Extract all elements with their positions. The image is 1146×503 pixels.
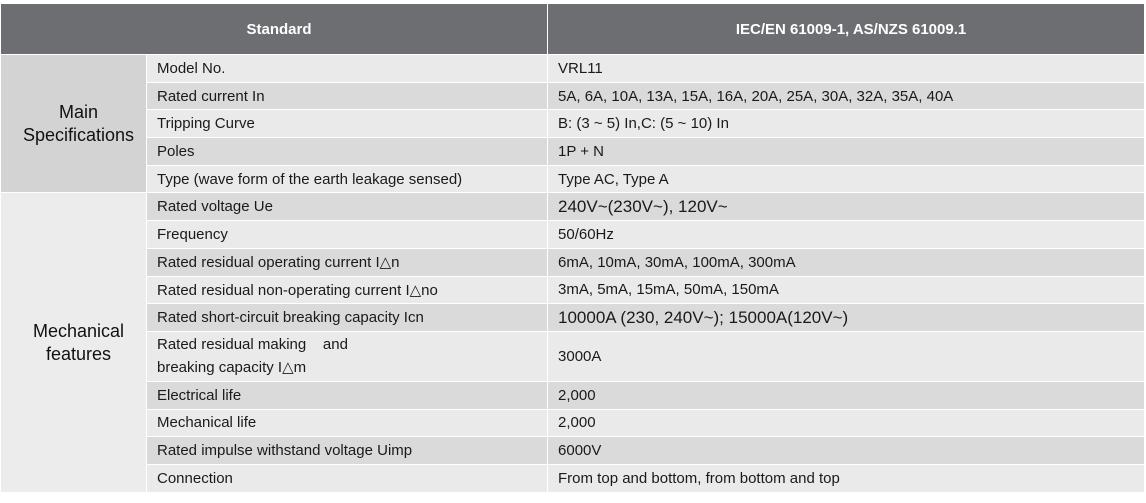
table-row [1,409,1145,437]
table-row [1,55,1145,83]
specification-table [0,3,1145,493]
table-row [1,381,1145,409]
table-row [1,276,1145,304]
row-label: Rated voltage Ue [147,193,548,221]
group-mechanical-line2: features [45,343,112,364]
table-row [1,248,1145,276]
table-row [1,110,1145,138]
row-label: Poles [147,138,548,166]
table-row [1,437,1145,465]
row-label: Frequency [147,221,548,249]
row-value: 6000V [548,437,1145,465]
row-value: 10000A (230, 240V~); 15000A(120V~) [548,304,1145,332]
row-label: Rated short-circuit breaking capacity Icn [147,304,548,332]
table-row [1,464,1145,492]
row-value: VRL11 [548,55,1145,83]
row-value: 6mA, 10mA, 30mA, 100mA, 300mA [548,248,1145,276]
row-label: Rated residual operating current I△n [147,248,548,276]
row-value: B: (3 ~ 5) In,C: (5 ~ 10) In [548,110,1145,138]
row-label-line2: breaking capacity I△m [157,359,307,377]
row-value: 240V~(230V~), 120V~ [548,193,1145,221]
row-label: Rated impulse withstand voltage Uimp [147,437,548,465]
table-row [1,193,1145,221]
row-value: 2,000 [548,381,1145,409]
header-standard-value: IEC/EN 61009-1, AS/NZS 61009.1 [548,4,1145,55]
row-value: Type AC, Type A [548,165,1145,193]
header-row [1,4,1145,55]
group-main-line1: Main [58,101,98,122]
table-row [1,304,1145,332]
row-label: Connection [147,464,548,492]
row-label: Tripping Curve [147,110,548,138]
table-row [1,165,1145,193]
row-label: Rated residual non-operating current I△no [147,276,548,304]
row-label: Electrical life [147,381,548,409]
group-main-line2: Specifications [22,124,135,145]
row-value: 3000A [548,331,1145,381]
header-standard: Standard [1,4,548,55]
group-main-specifications [1,55,147,193]
row-label: Model No. [147,55,548,83]
row-label: Type (wave form of the earth leakage sensed) [147,165,548,193]
group-mechanical-line1: Mechanical [32,320,125,341]
row-label [147,331,548,381]
table-row [1,138,1145,166]
table-row [1,221,1145,249]
row-value: 2,000 [548,409,1145,437]
group-mechanical-features [1,193,147,492]
row-value: 1P + N [548,138,1145,166]
row-value: 5A, 6A, 10A, 13A, 15A, 16A, 20A, 25A, 30A, 32A, 35A, 40A [548,82,1145,110]
table-row [1,82,1145,110]
row-label: Mechanical life [147,409,548,437]
row-label: Rated current In [147,82,548,110]
row-value: 3mA, 5mA, 15mA, 50mA, 150mA [548,276,1145,304]
table-row [1,331,1145,381]
row-label-line1: Rated residual making and [157,336,348,354]
row-value: 50/60Hz [548,221,1145,249]
row-value: From top and bottom, from bottom and top [548,464,1145,492]
